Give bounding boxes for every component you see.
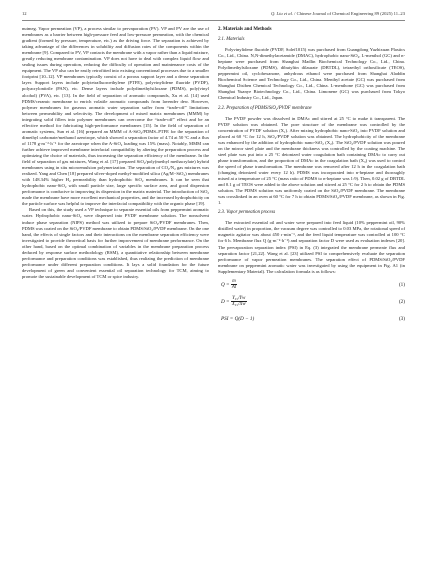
equation-3-body: PSI = Q(D − 1)	[221, 315, 255, 322]
equation-2-lhs: D =	[221, 298, 230, 305]
equation-2-denominator: X₀₁/Xw	[231, 302, 246, 308]
equation-3	[218, 312, 405, 326]
equation-2-number: (2)	[398, 298, 405, 305]
vapor-permeation-paragraph: The extracted essential oil and water were prepared into feed liquid (10% peppermint oil, 90% distilled water) in proportion, the vacuum degree was controlled to 0.03 MPa, the rotational speed of magnetic agitator was about 450 r·min⁻¹, and the feed liquid temperature was controlled at 100 °C for 6 h. Membrane flux Q (g·m⁻²·h⁻¹) and separation factor D were used as evaluation indexes [20]. The pervaporation separation index (PSI) in Eq. (3) integrated the membrane permeate flux and separation factor [21,22]. Wang et al. [23] utilized PSI to comprehensively evaluate the separation performance of vapor permeation membranes. The separation effect of PDMS/SiO₂/PVDF membrane on peppermint aromatic water was investigated by using the equipment in Fig. A1 (in Supplementary Material). The calculation formula is as follows:	[218, 220, 405, 274]
equation-3-number: (3)	[398, 315, 405, 322]
left-column	[22, 26, 209, 280]
intro-paragraph-2: Based on this, the study used a VP technique to separate essential oils from peppermint aromatic water. Hydrophobic nano-SiO₂ were dispersed into PVDF membrane solution. The nonsolvent induce phase separation (NIPS) method was utilized to prepare SiO₂/PVDF membranes. Then, PDMS was coated on the SiO₂/PVDF membrane to obtain PDMS/SiO₂/PVDF membrane. On the one hand, the effects of single factors and their interactions on the membrane separation efficiency were investigated to provide theoretical basis for further improvement of membrane performance. On the other hand, based on the optimal combination of variables in the membrane preparation process deduced by response surface methodology (RSM), a quantitative relationship between membrane performance and preparation conditions was established, thus realizing the prediction of membrane performance under different preparation conditions. It lays a solid foundation for the future development of green and convenient essential oil separation technology for TCM, aiming to promote the sustainable development of TCM or spice industry.	[22, 207, 209, 279]
page-number: 12	[22, 11, 27, 16]
header-rule	[22, 20, 405, 21]
journal-authors: Q. Liu et al.	[270, 11, 294, 16]
equation-1-fraction	[231, 279, 237, 290]
journal-citation	[271, 9, 405, 19]
equation-2-fraction	[231, 296, 247, 307]
equation-1	[218, 278, 405, 292]
running-header	[22, 9, 405, 19]
equation-2	[218, 295, 405, 309]
equation-1-numerator: m	[232, 279, 236, 285]
subsection-title-materials: 2.1. Materials	[218, 37, 245, 43]
materials-paragraph: Polyvinylidene fluoride (PVDF, Solef1015) was purchased from Guangdong Yuzhixuan Plastics Co., Ltd., China. N,N-dimethylacetamide (DMAC), hydrophobic nano-SiO₂, L-menthol (GC) and n-heptane were purchased from Shanghai Madlin Biochemical Technology Co., Ltd., China. Polydimethylsiloxane (PDMS), dibutyltin dilaurate (DBTDL), tetraethyl orthosilicate (TEOS), peppermint oil, cyclohexanone, anhydrous ethanol were purchased from Shanghai Aladdin Biochemical Science and Technology Co., Ltd., China. Menthyl acetate (GC) was purchased from Shanghai Disiben Chemical Technology Co., Ltd., China. L-menthone (GC) was purchased from Shanghai Yuanye Biotechnology Co., Ltd., China. Limonene (GC) was purchased from Tokyo Chemical Industry Co., Ltd., Japan.	[218, 47, 405, 101]
equation-1-denominator: At	[231, 285, 237, 291]
equation-1-lhs: Q =	[221, 281, 230, 288]
preparation-paragraph: The PVDF powder was dissolved in DMAc and stirred at 25 °C to make it transparent. The PVDF solution was obtained. The pore structure of the membrane was controlled by the concentration of PVDF solution (X₁). After mixing hydrophobic nano-SiO₂ into PVDF solution and placed at 60 °C for 12 h, SiO₂/PVDF solution was obtained. The hydrophobicity of the membrane was enhanced by the addition of hydrophobic nano-SiO₂ (X₂). The SiO₂/PVDF solution was poured on the mirror steel plate and the membrane thickness was controlled by the coating machine. The steel plate was put into a 25 °C deionized water coagulation bath containing DMAc to carry out phase transformation, and the proportion of DMAc in the coagulation bath (X₃) was used to control the speed of phase transformation. The membrane was removed after 12 h in the coagulation bath (changing deionized water every 12 h). PDMS was incorporated into n-heptane and thoroughly mixed at a temperature of 25 °C (mass ratio of PDMS to n-heptane was 1:9). Then, 0.02 g of DBTDL and 0.1 g of TEOS were added to the above solution and stirred at 25 °C for 2 h to obtain the PDMS solution. The PDMS solution was uniformly coated on the SiO₂/PVDF membrane. The membrane was crosslinked in an oven at 60 °C for 7 h to obtain PDMS/SiO₂/PVDF membrane, as shown in Fig. 1.	[218, 115, 405, 206]
right-column	[218, 26, 405, 329]
section-title-methods: 2. Materials and Methods	[218, 27, 272, 32]
subsection-title-vapor-permeation: 2.3. Vapor permeation process	[218, 210, 276, 216]
equation-1-number: (1)	[398, 281, 405, 288]
equation-2-numerator: Y₀₁/Yw	[232, 296, 246, 302]
journal-name: / Chinese Journal of Chemical Engineering 89 (2025) 11–23	[293, 11, 405, 16]
intro-paragraph-1: nutmeg. Vapor permeation (VP), a process similar to pervaporation (PV). VP and PV are the use of membranes as a barrier between high-pressure feed and low-pressure permeation, with the chemical gradient (formed by pressure, temperature, etc.) as the driving force. The separation is achieved by taking advantage of the differences in solubility and diffusion rates of the components within the membrane [9]. Compared to PV, VP contacts the membrane with a vapor rather than a liquid mixture, greatly reducing membrane contamination. VP does not have to deal with complex liquid flow and sealing issues during operation, reducing the difficulty of operation and maintenance costs of the equipment. The VP also can be easily retrofitted into existing conventional processes due to a smaller footprint [10–12]. VP membranes typically consist of a porous support layer and a dense separation layer. Support layers include polytetrafluoroethylene (PTFE), polyvinylidene fluoride (PVDF), polyacrylonitrile (PAN), etc. Dense layers include polydimethylsiloxane (PDMS), poly(vinyl alcohol) (PVA), etc. [13]. In the field of separation of aromatic compounds, Xu et al. [14] used PDMS/ceramic membrane to enrich volatile aromatic compounds from lavender dew. However, polymer membranes for gaseous aromatic water separation suffer from “trade-off” limitations between permeability and selectivity. The development of mixed matrix membranes (MMM) by integrating solid fillers into polymer membranes can overcome the “trade-off” effect and be an effective method for fabricating high-performance membranes [15]. In the field of separation of aromatic systems, Sun et al. [16] prepared an MMM of A-SiO₂/PDMS–PTFE for the separation of dimethyl carbonate/methanol azeotrope, which showed a separation factor of 4.74 at 50 °C and a flux of 1178 g·m⁻²·h⁻¹ for the azeotrope when the A-SiO₂ loading was 15% (mass). Notably, MMM can further achieve improved membrane interfacial compatibility by altering the preparation process and optimizing the choice of materials, thus increasing the separation efficiency of the membrane. In the field of separation of gas mixtures, Wang et al. [17] prepared SiO₂/poly(methyl methacrylate) hybrid membranes using in situ microemulsion polymerization. The separation of CO₂/N₂ gas mixtures was realized. Yang and Chen [18] prepared silver-doped methyl-modified silica (Ag/M−SiO₂) membranes with 148.34% higher H₂ permeability than hydrophobic SiO₂ membranes. It can be seen that hydrophobic nano-SiO₂ with small particle size, large specific surface area, and good dispersion performance is conducive to improving its dispersion in the matrix material. The introduction of SiO₂ made the membrane have more excellent mechanical properties, and the increased hydrophobicity on the particle surface was helpful to improve the interfacial compatibility with the organic phase [19].	[22, 26, 209, 207]
subsection-title-preparation: 2.2. Preparation of PDMS/SiO₂/PVDF membrane	[218, 105, 312, 111]
